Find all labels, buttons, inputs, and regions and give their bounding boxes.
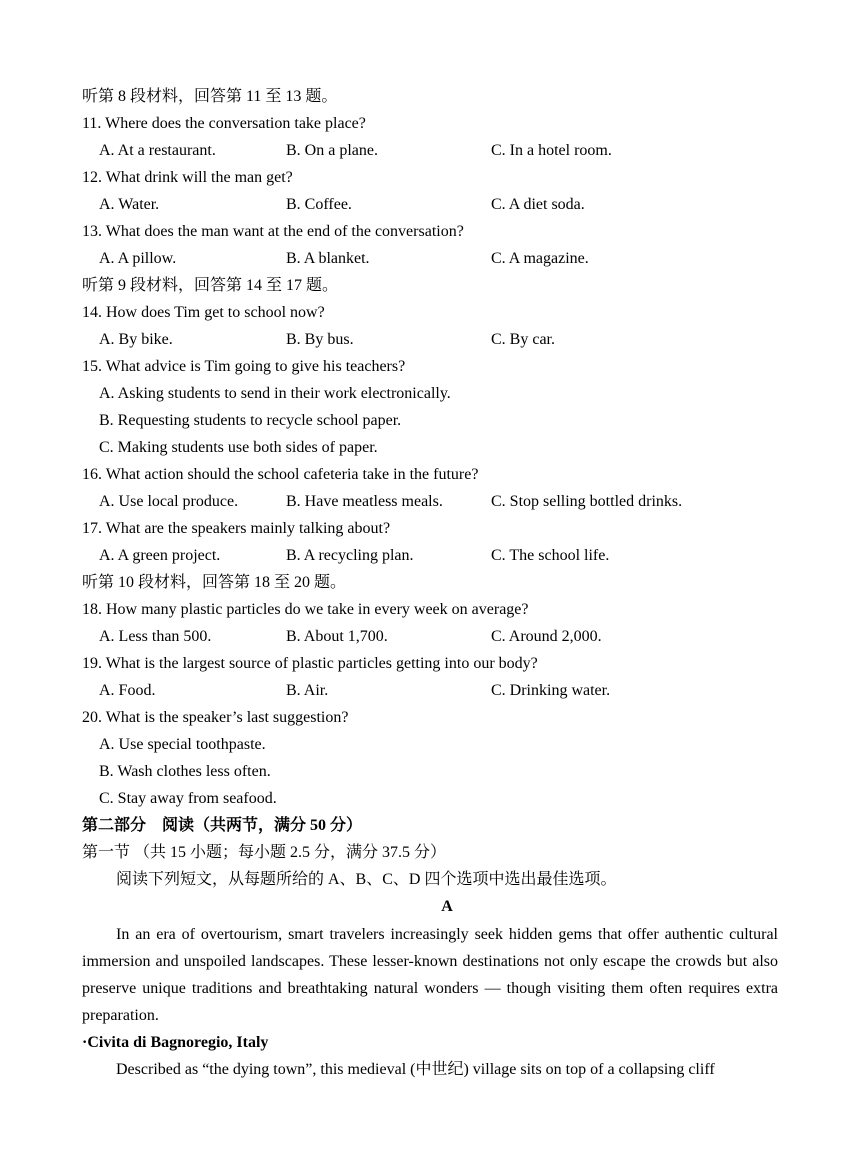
subheading-civita: ·Civita di Bagnoregio, Italy (82, 1034, 269, 1051)
question-15-option-b: B. Requesting students to recycle school paper. (99, 412, 402, 429)
question-17-option-b: B. A recycling plan. (286, 547, 414, 564)
question-11-option-c: C. In a hotel room. (491, 142, 612, 159)
question-19-option-a: A. Food. (99, 682, 156, 699)
question-12-stem: 12. What drink will the man get? (82, 169, 293, 186)
question-13-option-b: B. A blanket. (286, 250, 370, 267)
question-20-option-b: B. Wash clothes less often. (99, 763, 271, 780)
question-18-stem: 18. How many plastic particles do we take in every week on average? (82, 601, 529, 618)
question-16-option-c: C. Stop selling bottled drinks. (491, 493, 683, 510)
question-13-stem: 13. What does the man want at the end of the conversation? (82, 223, 464, 240)
question-16-stem: 16. What action should the school cafeteria take in the future? (82, 466, 479, 483)
question-13-option-a: A. A pillow. (99, 250, 177, 267)
question-17-option-c: C. The school life. (491, 547, 610, 564)
question-14-option-c: C. By car. (491, 331, 555, 348)
passage-paragraph-2: Described as “the dying town”, this medieval (中世纪) village sits on top of a collapsing cliff (116, 1061, 715, 1078)
question-19-option-b: B. Air. (286, 682, 329, 699)
question-12-option-b: B. Coffee. (286, 196, 352, 213)
question-17-option-a: A. A green project. (99, 547, 221, 564)
question-11-stem: 11. Where does the conversation take place? (82, 115, 366, 132)
question-20-option-a: A. Use special toothpaste. (99, 736, 266, 753)
question-19-stem: 19. What is the largest source of plastic particles getting into our body? (82, 655, 538, 672)
question-16-option-b: B. Have meatless meals. (286, 493, 443, 510)
question-20-stem: 20. What is the speaker’s last suggestion? (82, 709, 349, 726)
question-11-option-b: B. On a plane. (286, 142, 378, 159)
question-17-stem: 17. What are the speakers mainly talking about? (82, 520, 391, 537)
section-1-heading: 第一节 （共 15 小题；每小题 2.5 分，满分 37.5 分） (82, 844, 447, 861)
question-20-option-c: C. Stay away from seafood. (99, 790, 277, 807)
reading-instructions: 阅读下列短文，从每题所给的 A、B、C、D 四个选项中选出最佳选项。 (116, 871, 617, 888)
question-15-option-c: C. Making students use both sides of paper. (99, 439, 378, 456)
question-13-option-c: C. A magazine. (491, 250, 589, 267)
passage-letter: A (441, 898, 453, 915)
question-19-option-c: C. Drinking water. (491, 682, 611, 699)
section-heading-listening-10: 听第 10 段材料，回答第 18 至 20 题。 (82, 574, 347, 591)
section-heading-listening-9: 听第 9 段材料，回答第 14 至 17 题。 (82, 277, 339, 294)
question-18-option-c: C. Around 2,000. (491, 628, 602, 645)
question-14-stem: 14. How does Tim get to school now? (82, 304, 325, 321)
question-12-option-a: A. Water. (99, 196, 160, 213)
question-11-option-a: A. At a restaurant. (99, 142, 216, 159)
question-18-option-a: A. Less than 500. (99, 628, 212, 645)
question-18-option-b: B. About 1,700. (286, 628, 388, 645)
part-2-heading: 第二部分 阅读（共两节，满分 50 分） (82, 817, 363, 834)
question-14-option-a: A. By bike. (99, 331, 173, 348)
section-heading-listening-8: 听第 8 段材料，回答第 11 至 13 题。 (82, 88, 338, 105)
question-14-option-b: B. By bus. (286, 331, 354, 348)
question-15-option-a: A. Asking students to send in their work electronically. (99, 385, 451, 402)
question-15-stem: 15. What advice is Tim going to give his teachers? (82, 358, 406, 375)
question-12-option-c: C. A diet soda. (491, 196, 585, 213)
question-16-option-a: A. Use local produce. (99, 493, 239, 510)
passage-paragraph-1: In an era of overtourism, smart travelers increasingly seek hidden gems that offer authentic cultural immersion and unspoiled landscapes. These lesser-known destinations not only escape the crowds but also preserve unique traditions and breathtaking natural wonders — though visiting them often requires extra preparation. (82, 926, 778, 1024)
